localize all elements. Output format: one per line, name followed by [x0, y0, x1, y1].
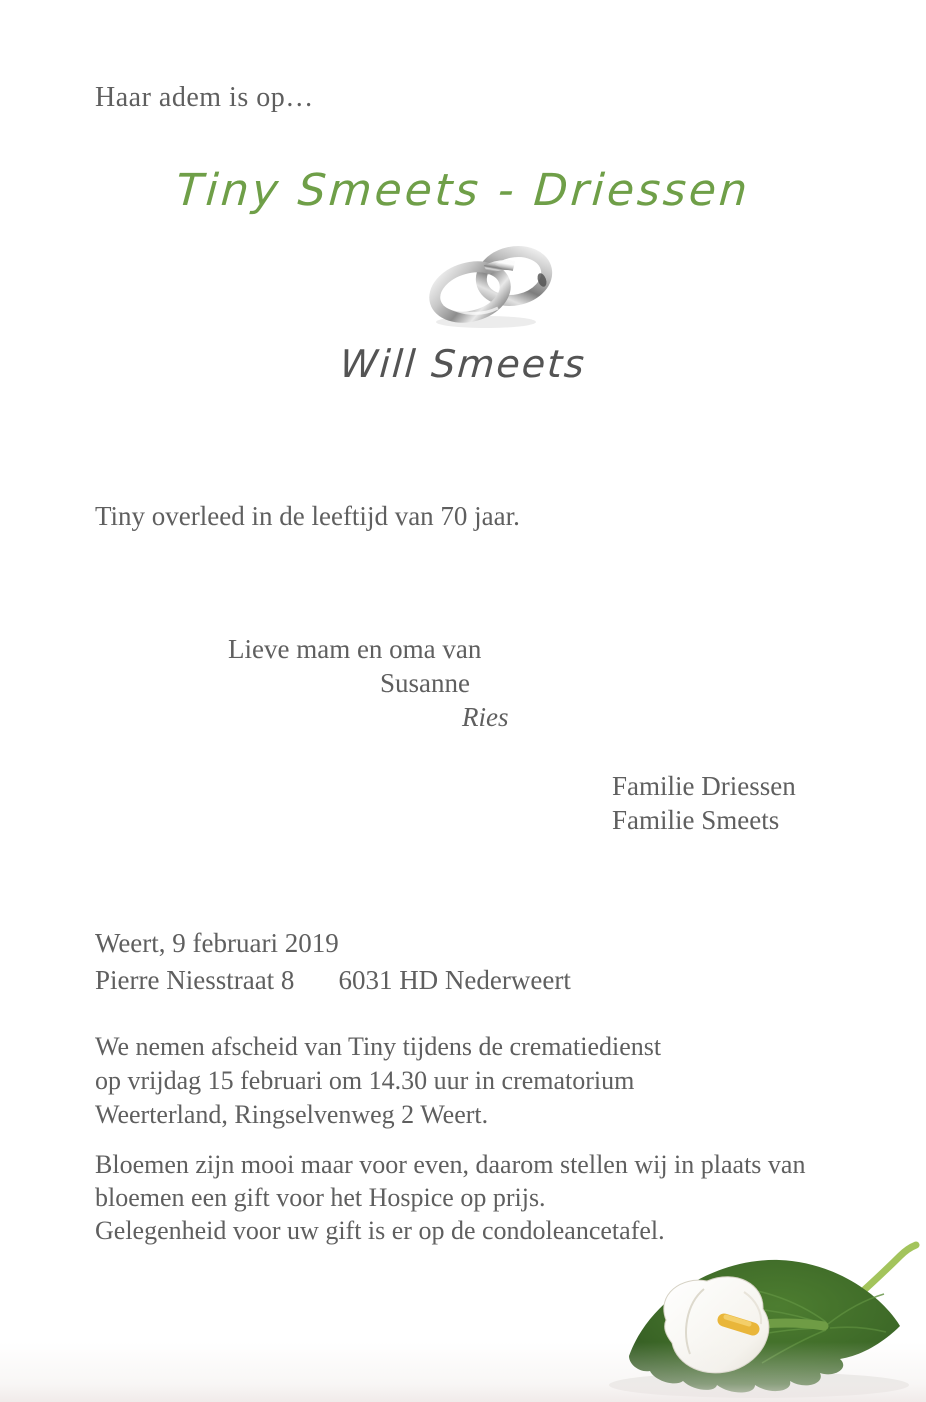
date-address-block [95, 925, 571, 999]
family-daughter: Susanne [380, 668, 470, 698]
family-block [228, 632, 509, 734]
ceremony-paragraph [95, 1030, 661, 1132]
families-block [612, 769, 796, 837]
ceremony-line-1: We nemen afscheid van Tiny tijdens de crematiedienst [95, 1032, 662, 1061]
deceased-name-title: Tiny Smeets - Driessen [174, 165, 752, 216]
calla-lily-svg [594, 1232, 926, 1402]
address-line [95, 962, 571, 999]
family-name-smeets: Familie Smeets [612, 805, 780, 835]
family-intro: Lieve mam en oma van [228, 634, 482, 664]
ceremony-line-3: Weerterland, Ringselvenweg 2 Weert. [95, 1100, 489, 1129]
age-line: Tiny overleed in de leeftijd van 70 jaar. [95, 501, 520, 531]
family-grandson: Ries [462, 702, 509, 732]
family-name-driessen: Familie Driessen [612, 771, 796, 801]
flowers-line-1: Bloemen zijn mooi maar voor even, daarom stellen wij in plaats van [95, 1150, 806, 1179]
city-date-line: Weert, 9 februari 2019 [95, 928, 339, 958]
partner-name: Will Smeets [338, 342, 588, 386]
flowers-line-2: bloemen een gift voor het Hospice op prijs. [95, 1183, 546, 1212]
ceremony-line-2: op vrijdag 15 februari om 14.30 uur in crematorium [95, 1066, 635, 1095]
wedding-rings-icon [424, 238, 564, 330]
opening-line: Haar adem is op… [95, 82, 314, 113]
address-street: Pierre Niesstraat 8 [95, 965, 295, 995]
calla-lily-icon [594, 1232, 926, 1402]
flowers-line-3: Gelegenheid voor uw gift is er op de condoleancetafel. [95, 1216, 665, 1245]
address-postal-city: 6031 HD Nederweert [338, 965, 571, 995]
wedding-rings-svg [424, 238, 564, 330]
